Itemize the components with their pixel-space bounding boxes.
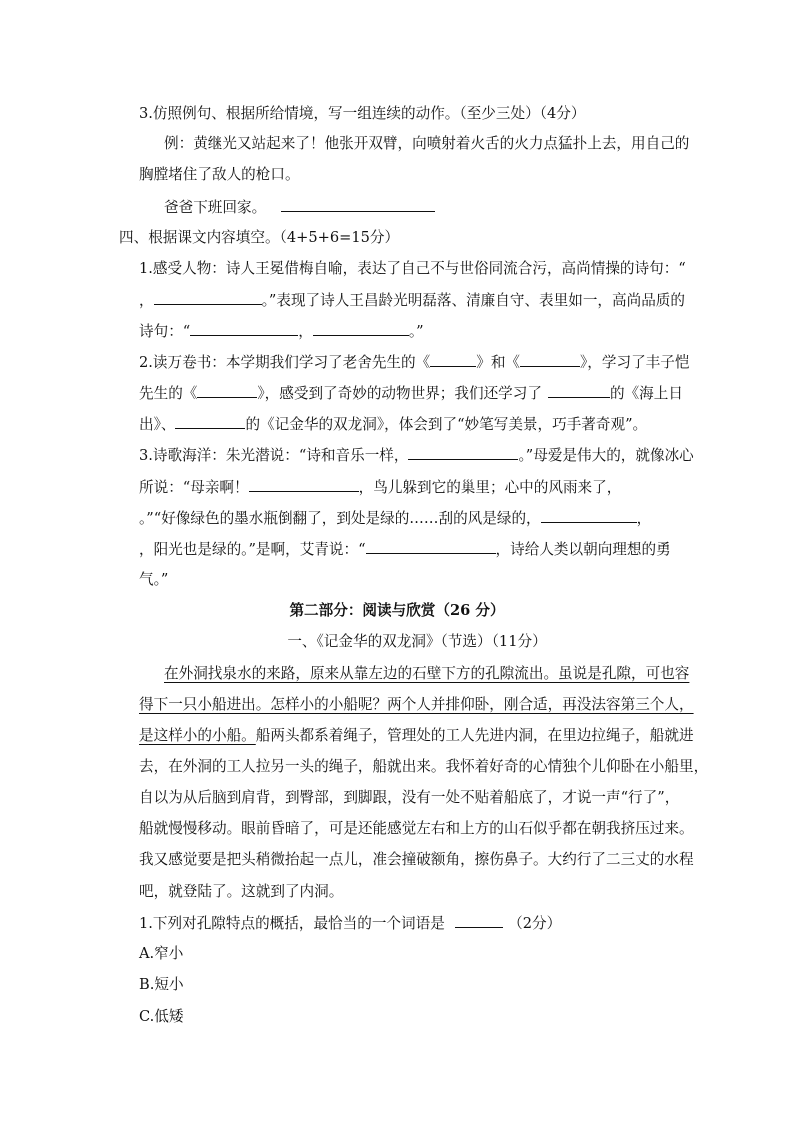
text: 。”“好像绿色的墨水瓶倒翻了，到处是绿的……刮的风是绿的， (139, 510, 541, 527)
text: 的《海上日 (609, 385, 683, 402)
q3-situation: 爸爸下班回家。 (164, 199, 267, 216)
text: 》，学习了丰子恺 (580, 354, 690, 371)
answer-blank[interactable] (154, 290, 262, 305)
option-c[interactable]: C.低矮 (139, 1008, 184, 1025)
item3-line1 (139, 445, 694, 466)
text: 。”表现了诗人王昌龄光明磊落、清廉自守、表里如一，高尚品质的 (261, 292, 685, 309)
answer-blank[interactable] (430, 352, 476, 367)
answer-blank[interactable] (548, 383, 610, 398)
item1-line1: 1.感受人物：诗人王冕借梅自喻，表达了自己不与世俗同流合污，高尚情操的诗句：“ (139, 260, 686, 277)
answer-blank[interactable] (408, 445, 518, 460)
text: ， (139, 292, 154, 309)
underlined-text: 是这样小的小船。 (139, 727, 256, 744)
text: 。”母爱是伟大的，就像冰心 (518, 447, 694, 464)
option-b[interactable]: B.短小 (139, 976, 184, 993)
text: 》和《 (476, 354, 521, 371)
item1-line3 (139, 321, 424, 342)
passage-line2: 得下一只小船进出。怎样小的小船呢？两个人并排仰卧，刚合适，再没法容第三个人， (139, 696, 694, 713)
item1-line2 (139, 290, 685, 311)
answer-blank[interactable] (520, 352, 580, 367)
answer-blank[interactable] (281, 197, 435, 212)
item2-line3 (139, 414, 647, 435)
text: 的《记金华的双龙洞》，体会到了“妙笔写美景，巧手著奇观”。 (245, 416, 648, 433)
text: 》，感受到了奇妙的动物世界；我们还学习了 (257, 385, 542, 402)
answer-blank[interactable] (249, 477, 359, 492)
text: ， (636, 510, 652, 527)
text: ，诗给人类以朝向理想的勇 (495, 541, 671, 558)
question-text: 1.下列对孔隙特点的概括，最恰当的一个词语是 (139, 915, 445, 932)
text: 2.读万卷书：本学期我们学习了老舍先生的《 (139, 354, 431, 371)
item2-line1 (139, 352, 689, 373)
passage-line6: 船就慢慢移动。眼前昏暗了，可是还能感觉左右和上方的山石似乎都在朝我挤压过来。 (139, 820, 694, 837)
passage-line7: 我又感觉要是把头稍微抬起一点儿，准会撞破额角，擦伤鼻子。大约行了二三丈的水程 (139, 851, 694, 868)
part2-subtitle: 一、《记金华的双龙洞》（节选）（11分） (287, 633, 547, 650)
answer-blank[interactable] (313, 321, 409, 336)
item3-line3 (139, 508, 651, 529)
text: 所说：“母亲啊！ (139, 479, 249, 496)
passage-line1: 在外洞找泉水的来路，原来从靠左边的石壁下方的孔隙流出。虽说是孔隙，可也容 (164, 665, 690, 682)
item3-line4 (139, 539, 671, 560)
item3-line5: 气。” (139, 571, 169, 588)
item2-line2 (139, 383, 683, 404)
q3-example-line2: 胸膛堵住了敌人的枪口。 (139, 166, 300, 183)
question1 (139, 913, 561, 934)
passage-line4: 去，在外洞的工人拉另一头的绳子，船就出来。我怀着好奇的心情独个儿仰卧在小船里， (139, 758, 709, 775)
option-a[interactable]: A.窄小 (139, 945, 184, 962)
answer-blank[interactable] (366, 539, 496, 554)
item3-line2 (139, 477, 621, 498)
answer-blank[interactable] (197, 383, 257, 398)
text: ，鸟儿躲到它的巢里；心中的风雨来了， (358, 479, 622, 496)
answer-blank[interactable] (541, 508, 637, 523)
text: ， (298, 323, 313, 340)
passage-line5: 自以为从后脑到肩背，到臀部，到脚跟，没有一处不贴着船底了，才说一声“行了”， (139, 789, 680, 806)
passage-line8: 吧，就登陆了。这就到了内洞。 (139, 883, 344, 900)
text: 船两头都系着绳子，管理处的工人先进内洞，在里边拉绳子，船就进 (255, 727, 694, 744)
section4-heading: 四、根据课文内容填空。（4+5+6=15分） (119, 229, 400, 246)
text: 诗句：“ (139, 323, 191, 340)
text: 先生的《 (139, 385, 198, 402)
q3-prompt: 3.仿照例句、根据所给情境，写一组连续的动作。（至少三处）（4分） (139, 105, 586, 122)
part2-title: 第二部分：阅读与欣赏（26 分） (289, 602, 505, 619)
answer-blank[interactable] (455, 913, 503, 928)
text: 3.诗歌海洋：朱光潜说：“诗和音乐一样， (139, 447, 409, 464)
q3-situation-line (164, 197, 435, 218)
text: ，阳光也是绿的。”是啊，艾青说：“ (139, 541, 366, 558)
score: （2分） (508, 915, 562, 932)
passage-line3 (139, 726, 694, 746)
text: 。” (408, 323, 424, 340)
answer-blank[interactable] (190, 321, 298, 336)
answer-blank[interactable] (175, 414, 245, 429)
q3-example-line1: 例：黄继光又站起来了！他张开双臂，向喷射着火舌的火力点猛扑上去，用自己的 (164, 135, 690, 152)
text: 出》、 (139, 416, 176, 433)
